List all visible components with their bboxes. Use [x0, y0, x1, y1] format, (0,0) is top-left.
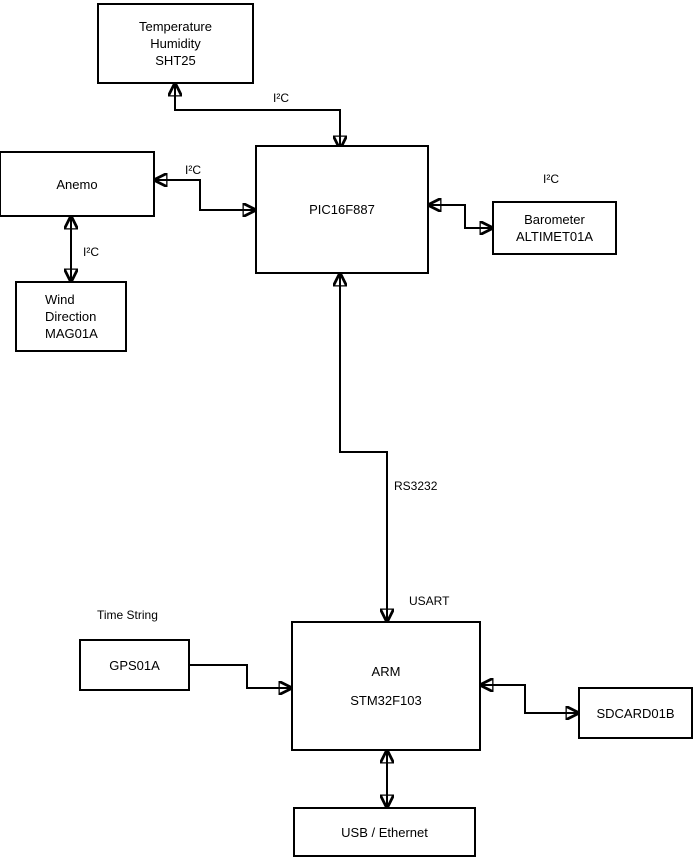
node-anemo	[0, 151, 155, 217]
node-barometer-altimet01a	[492, 201, 617, 255]
node-usb-ethernet	[293, 807, 476, 857]
wire-pic-to-sht25	[175, 84, 340, 148]
node-wind-direction-mag01a	[15, 281, 127, 352]
node-label-line2: Humidity	[150, 36, 201, 51]
edge-label-i2c-winddir: I²C	[83, 245, 99, 259]
node-temperature-humidity-sht25	[97, 3, 254, 84]
edge-label-i2c-anemo: I²C	[185, 163, 201, 177]
node-label-line1: Barometer	[524, 212, 585, 227]
edge-label-i2c-barometer: I²C	[543, 172, 559, 186]
node-gps01a	[79, 639, 190, 691]
node-label-line1: SDCARD01B	[596, 705, 675, 721]
node-sdcard01b	[578, 687, 693, 739]
wire-gps-to-arm	[190, 665, 291, 688]
node-label-line3: SHT25	[155, 53, 196, 68]
wire-anemo-to-pic	[155, 180, 255, 210]
node-arm-stm32f103	[291, 621, 481, 751]
node-label-line1: ARM	[371, 664, 401, 679]
node-label-line2: Direction	[45, 309, 97, 324]
wire-arm-to-sdcard	[481, 685, 578, 713]
edge-label-rs3232: RS3232	[394, 479, 438, 493]
node-label-line1: USB / Ethernet	[341, 824, 428, 840]
node-label-line2: STM32F103	[350, 693, 422, 708]
node-pic16f887	[255, 145, 429, 274]
node-label-line2: ALTIMET01A	[515, 229, 594, 244]
node-label-line1: PIC16F887	[309, 202, 375, 217]
node-label-line1: GPS01A	[109, 657, 160, 673]
wire-arm-to-pic	[340, 274, 387, 621]
node-label-line1: Anemo	[56, 176, 98, 192]
wire-pic-to-barometer	[429, 205, 492, 228]
node-label-line1: Wind	[45, 292, 75, 307]
node-label-line3: MAG01A	[45, 326, 98, 341]
edge-label-usart: USART	[409, 594, 450, 608]
edge-label-time-string: Time String	[97, 608, 158, 622]
node-label-line1: Temperature	[139, 19, 212, 34]
edge-label-i2c-sht25: I²C	[273, 91, 289, 105]
